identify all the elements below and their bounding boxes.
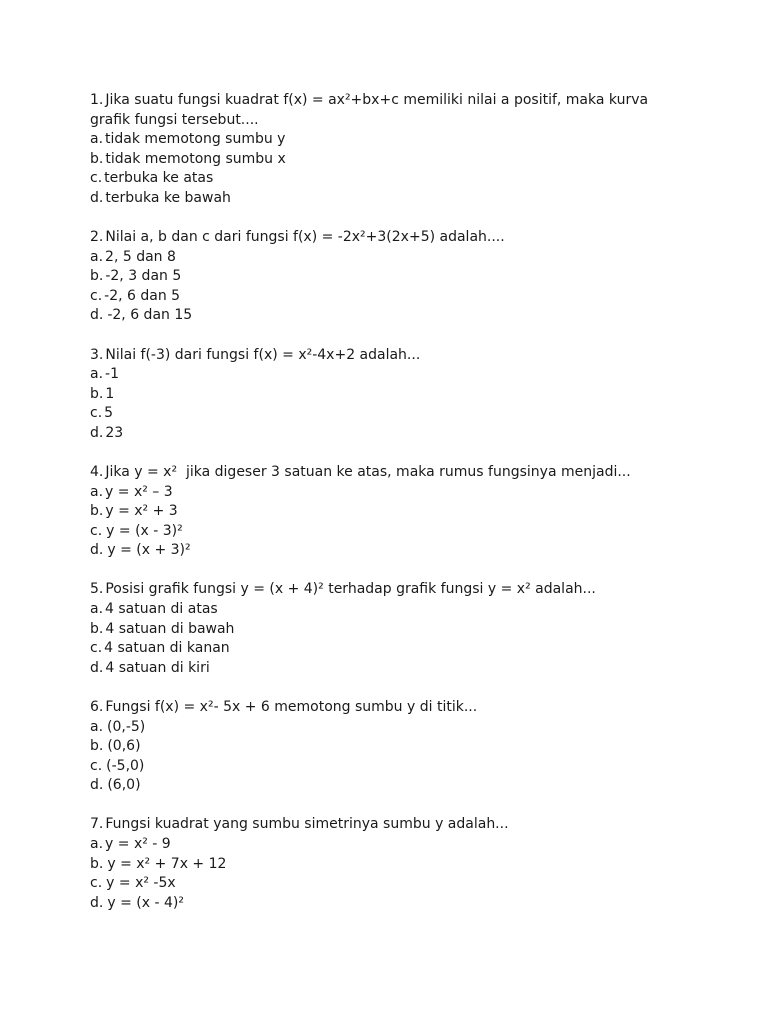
option-text: (0,6)	[107, 738, 141, 755]
question-text: Jika y = x² jika digeser 3 satuan ke atas, maka rumus fungsinya menjadi...	[105, 464, 631, 480]
question-stem	[90, 815, 690, 835]
option-c	[90, 757, 690, 777]
option-c	[90, 522, 690, 542]
question-list	[90, 91, 690, 933]
question-stem	[90, 580, 690, 600]
option-text: terbuka ke bawah	[105, 189, 231, 206]
option-c	[90, 404, 690, 424]
option-a	[90, 718, 690, 738]
question-number: 3.	[90, 346, 104, 363]
option-label: a.	[90, 366, 104, 383]
option-label: d.	[90, 894, 104, 911]
option-label: b.	[90, 268, 104, 285]
option-label: d.	[90, 659, 104, 676]
option-label: c.	[90, 287, 103, 304]
option-label: a.	[90, 131, 104, 148]
question-2	[90, 228, 690, 326]
option-label: d.	[90, 424, 104, 441]
option-b	[90, 150, 690, 170]
option-text: 4 satuan di kiri	[105, 659, 210, 676]
question-4	[90, 463, 690, 561]
option-label: c.	[90, 640, 103, 657]
option-label: d.	[90, 542, 104, 559]
option-a	[90, 365, 690, 385]
question-stem	[90, 91, 690, 130]
option-text: -2, 3 dan 5	[105, 268, 182, 285]
option-label: a.	[90, 836, 104, 852]
question-number: 5.	[90, 581, 104, 598]
question-1	[90, 91, 690, 209]
option-a	[90, 130, 690, 150]
option-label: c.	[90, 522, 103, 539]
option-text: 2, 5 dan 8	[105, 248, 176, 265]
question-text: Posisi grafik fungsi y = (x + 4)² terhadap grafik fungsi y = x² adalah...	[105, 581, 596, 598]
option-label: a.	[90, 718, 104, 735]
option-a	[90, 248, 690, 268]
option-c	[90, 287, 690, 307]
option-label: a.	[90, 483, 104, 500]
option-text: y = x² – 3	[105, 483, 173, 500]
question-stem	[90, 228, 690, 248]
question-stem	[90, 698, 690, 718]
option-text: -1	[105, 366, 119, 383]
question-3	[90, 346, 690, 444]
option-text: y = x² -5x	[106, 875, 176, 892]
question-7	[90, 815, 690, 913]
option-label: c.	[90, 875, 103, 892]
option-label: b.	[90, 150, 104, 167]
option-text: 1	[105, 385, 115, 402]
question-number: 4.	[90, 464, 104, 480]
option-label: d.	[90, 189, 104, 206]
option-text: 23	[105, 424, 124, 441]
option-d	[90, 541, 690, 561]
question-number: 2.	[90, 229, 104, 246]
option-text: tidak memotong sumbu y	[105, 131, 286, 148]
option-label: b.	[90, 620, 104, 637]
question-number: 7.	[90, 816, 104, 833]
option-text: terbuka ke atas	[104, 170, 214, 187]
option-b	[90, 620, 690, 640]
option-label: b.	[90, 385, 104, 402]
option-text: y = x² + 7x + 12	[107, 855, 227, 872]
question-stem	[90, 463, 690, 483]
option-label: b.	[90, 503, 104, 520]
option-a	[90, 600, 690, 620]
option-b	[90, 737, 690, 757]
option-label: c.	[90, 170, 103, 187]
option-label: c.	[90, 757, 103, 774]
option-label: b.	[90, 738, 104, 755]
option-text: 4 satuan di atas	[105, 601, 218, 618]
option-label: a.	[90, 601, 104, 618]
option-text: (0,-5)	[107, 718, 146, 735]
option-d	[90, 894, 690, 914]
question-6	[90, 698, 690, 796]
option-text: 5	[104, 405, 114, 422]
option-d	[90, 424, 690, 444]
option-d	[90, 189, 690, 209]
option-label: d.	[90, 307, 104, 324]
question-text: Jika suatu fungsi kuadrat f(x) = ax²+bx+c memiliki nilai a positif, maka kurva grafik fungsi tersebut....	[90, 92, 649, 128]
option-d	[90, 776, 690, 796]
option-c	[90, 874, 690, 894]
option-text: y = (x - 3)²	[106, 522, 183, 539]
option-text: y = x² + 3	[105, 503, 178, 520]
option-c	[90, 169, 690, 189]
option-label: d.	[90, 777, 104, 794]
option-text: -2, 6 dan 15	[107, 307, 193, 324]
question-stem	[90, 346, 690, 366]
question-5	[90, 580, 690, 678]
option-text: y = (x - 4)²	[107, 894, 184, 911]
option-text: -2, 6 dan 5	[104, 287, 181, 304]
option-b	[90, 502, 690, 522]
option-text: 4 satuan di bawah	[105, 620, 235, 637]
option-label: a.	[90, 248, 104, 265]
option-a	[90, 835, 690, 855]
option-b	[90, 385, 690, 405]
option-a	[90, 483, 690, 503]
question-number: 1.	[90, 92, 104, 108]
question-text: Fungsi f(x) = x²- 5x + 6 memotong sumbu y di titik...	[105, 698, 478, 715]
question-text: Fungsi kuadrat yang sumbu simetrinya sumbu y adalah...	[105, 816, 509, 833]
question-text: Nilai a, b dan c dari fungsi f(x) = -2x²+3(2x+5) adalah....	[105, 229, 505, 246]
option-text: y = x² - 9	[105, 836, 171, 852]
option-c	[90, 639, 690, 659]
option-text: (6,0)	[107, 777, 141, 794]
option-label: b.	[90, 855, 104, 872]
option-d	[90, 306, 690, 326]
question-text: Nilai f(-3) dari fungsi f(x) = x²-4x+2 adalah...	[105, 346, 421, 363]
option-text: y = (x + 3)²	[107, 542, 191, 559]
option-d	[90, 659, 690, 679]
question-number: 6.	[90, 698, 104, 715]
option-text: (-5,0)	[106, 757, 145, 774]
option-text: 4 satuan di kanan	[104, 640, 230, 657]
option-b	[90, 855, 690, 875]
option-text: tidak memotong sumbu x	[105, 150, 286, 167]
option-label: c.	[90, 405, 103, 422]
option-b	[90, 267, 690, 287]
